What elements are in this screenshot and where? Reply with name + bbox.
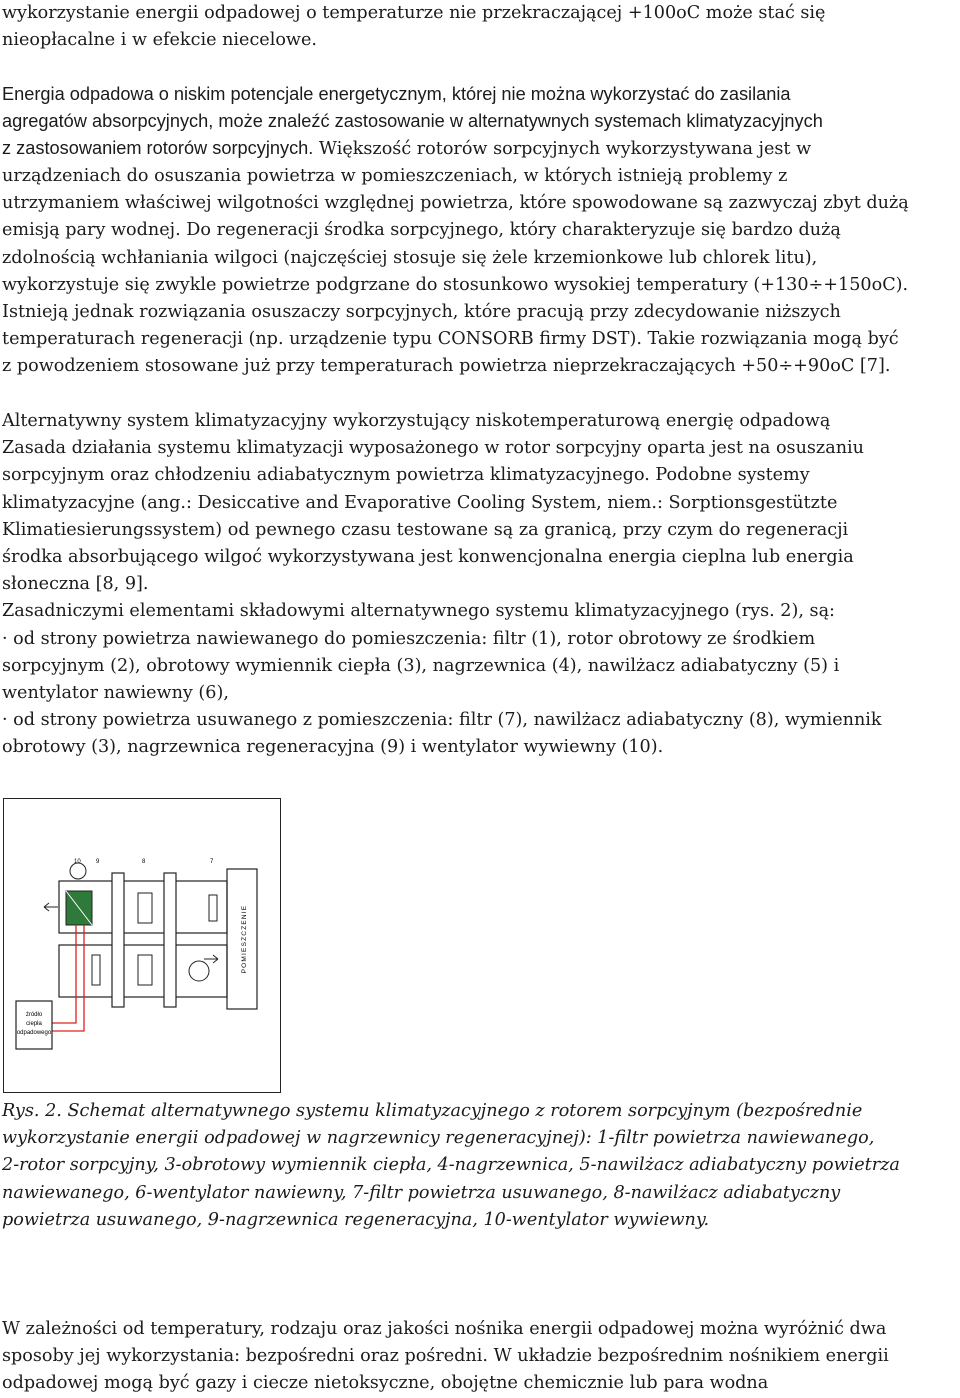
text-segment: z zastosowaniem rotorów sorpcyjnych.: [2, 138, 314, 159]
text-line: sorpcyjnym (2), obrotowy wymiennik ciepła (3), nagrzewnica (4), nawilżacz adiabatyczny (5) i: [2, 655, 840, 676]
text-line: urządzeniach do osuszania powietrza w pomieszczeniach, w których istnieją problemy z: [2, 166, 788, 186]
source-label-line: odpadowego: [16, 1030, 52, 1036]
text-line: Zasada działania systemu klimatyzacji wyposażonego w rotor sorpcyjny oparta jest na osuszaniu: [2, 438, 864, 459]
paragraph-waste-energy: [2, 81, 958, 164]
component-number: 8: [142, 859, 146, 865]
text-line: [2, 326, 958, 353]
caption-line: nawiewanego, 6-wentylator nawiewny, 7-filtr powietrza usuwanego, 8-nawilżacz adiabatyczny: [2, 1182, 841, 1203]
paragraph-sorption-rotors: [2, 163, 958, 381]
source-label-line: ciepła: [26, 1021, 42, 1027]
text-line: zdolnością wchłaniania wilgoci (najczęściej stosuje się żele krzemionkowe lub chlorek litu),: [2, 247, 818, 268]
list-item: · od strony powietrza nawiewanego do pomieszczenia: filtr (1), rotor obrotowy ze środkiem: [2, 628, 816, 649]
supply-fan: [189, 961, 209, 981]
text-line: agregatów absorpcyjnych, może znaleźć zastosowanie w alternatywnych systemach klimatyzacyjnych: [2, 111, 823, 132]
text-segment: Większość rotorów sorpcyjnych wykorzystywana jest w: [313, 139, 812, 160]
text-line: W zależności od temperatury, rodzaju oraz jakości nośnika energii odpadowej można wyróżnić dwa: [2, 1319, 887, 1339]
text-line: utrzymaniem właściwej wilgotności względnej powietrza, które spowodowane są zazwyczaj zbyt dużą: [2, 193, 909, 214]
sorption-rotor: [112, 873, 124, 1007]
text-line: Istnieją jednak rozwiązania osuszaczy sorpcyjnych, które pracują przy zdecydowanie niższych: [2, 302, 841, 323]
intro-paragraph: [2, 0, 958, 54]
schematic-diagram: [4, 799, 280, 1092]
exhaust-humidifier: [138, 893, 152, 923]
text-line: sorpcyjnym oraz chłodzeniu adiabatycznym powietrza klimatyzacyjnego. Podobne systemy: [2, 465, 810, 486]
component-number: 10: [74, 859, 81, 865]
room-label: POMIESZCZENIE: [241, 904, 248, 974]
text-line: słoneczna [8, 9].: [2, 574, 149, 595]
text-line: wykorzystuje się zwykle powietrze podgrzane do stosunkowo wysokiej temperatury (+130÷+150oC).: [2, 274, 909, 295]
exhaust-fan: [70, 863, 86, 879]
paragraph-energy-usage: [2, 1316, 958, 1398]
text-line: klimatyzacyjne (ang.: Desiccative and Evaporative Cooling System, niem.: Sorptionsgestützte: [2, 492, 838, 513]
text-line: Klimatiesierungssystem) od pewnego czasu testowane są za granicą, przy czym do regeneracji: [2, 519, 849, 540]
caption-line: Rys. 2. Schemat alternatywnego systemu klimatyzacyjnego z rotorem sorpcyjnym (bezpośrednie: [2, 1101, 863, 1121]
supply-filter: [92, 955, 100, 985]
text-line: nieopłacalne i w efekcie niecelowe.: [2, 30, 317, 51]
figure-caption: [2, 1098, 958, 1234]
text-line: Energia odpadowa o niskim potencjale energetycznym, której nie można wykorzystać do zasilania: [2, 84, 791, 104]
caption-line: powietrza usuwanego, 9-nagrzewnica regeneracyjna, 10-wentylator wywiewny.: [2, 1209, 710, 1230]
component-number: 7: [210, 859, 214, 865]
paragraph-alternative-system: [2, 408, 958, 762]
section-heading: Alternatywny system klimatyzacyjny wykorzystujący niskotemperaturową energię odpadową: [2, 411, 831, 431]
component-number: 9: [96, 859, 100, 865]
text-line: wentylator nawiewny (6),: [2, 683, 229, 704]
text-line: odpadowej mogą być gazy i ciecze nietoksyczne, obojętne chemicznie lub para wodna: [2, 1373, 769, 1394]
supply-arrow: [204, 955, 218, 963]
text-segment: Takie rozwiązania mogą być: [641, 329, 899, 350]
text-segment: temperaturach regeneracji (np. urządzenie typu CONSORB firmy DST).: [2, 329, 642, 350]
text-line: Zasadniczymi elementami składowymi alternatywnego systemu klimatyzacyjnego (rys. 2), są:: [2, 601, 835, 622]
caption-line: wykorzystanie energii odpadowej w nagrzewnicy regeneracyjnej): 1-filtr powietrza nawiewanego,: [2, 1128, 875, 1149]
source-label-line: źródło: [25, 1012, 43, 1018]
exhaust-filter: [209, 895, 217, 921]
list-item: · od strony powietrza usuwanego z pomieszczenia: filtr (7), nawilżacz adiabatyczny (8), wymiennik: [2, 710, 882, 731]
text-line: sposoby jej wykorzystania: bezpośredni oraz pośredni. W układzie bezpośrednim nośnikiem energii: [2, 1346, 889, 1367]
text-line: [2, 135, 958, 163]
exhaust-arrow: [44, 903, 58, 911]
text-line: [2, 217, 958, 244]
text-line: wykorzystanie energii odpadowej o temperaturze nie przekraczającej +100oC może stać się: [2, 3, 826, 23]
text-line: z powodzeniem stosowane już przy temperaturach powietrza nieprzekraczających +50÷+90oC [7].: [2, 356, 891, 377]
text-line: środka absorbującego wilgoć wykorzystywana jest konwencjonalna energia cieplna lub energia: [2, 547, 854, 568]
text-line: obrotowy (3), nagrzewnica regeneracyjna (9) i wentylator wywiewny (10).: [2, 737, 664, 758]
supply-humidifier: [138, 955, 152, 985]
heat-exchanger: [164, 873, 176, 1007]
text-segment: emisją pary wodnej.: [2, 220, 181, 241]
text-segment: Do regeneracji środka sorpcyjnego, który charakteryzuje się bardzo dużą: [180, 220, 841, 241]
caption-line: 2-rotor sorpcyjny, 3-obrotowy wymiennik ciepła, 4-nagrzewnica, 5-nawilżacz adiabatyczny powietrza: [2, 1155, 900, 1176]
system-schematic-figure: [3, 798, 281, 1093]
